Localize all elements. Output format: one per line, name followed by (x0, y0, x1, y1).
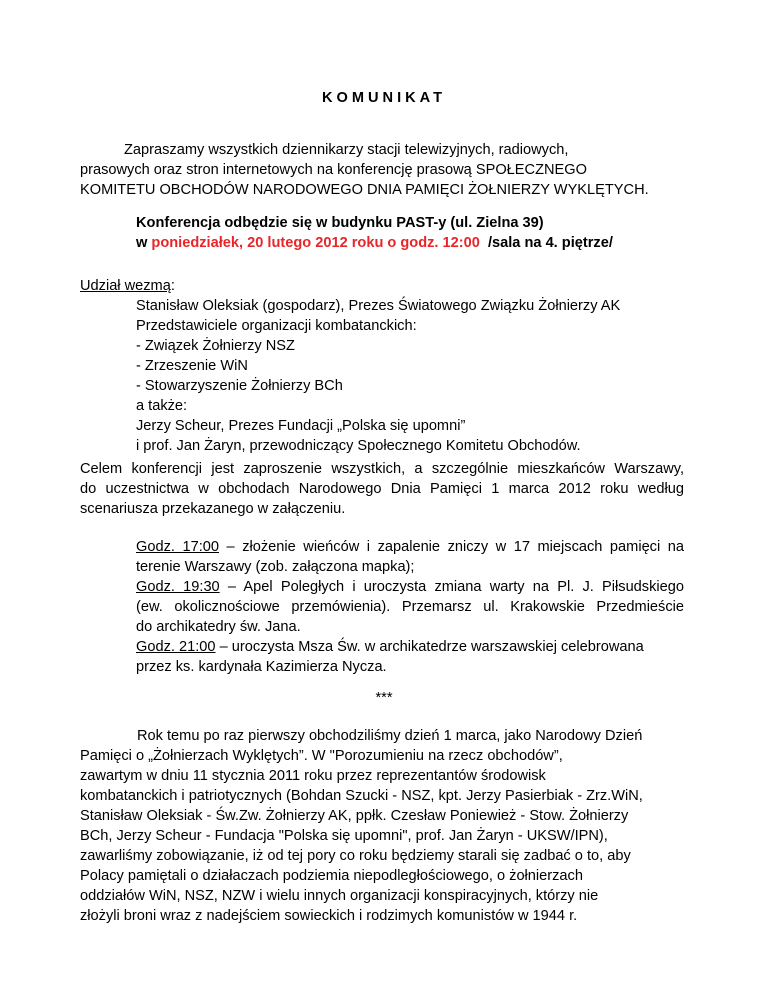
history-paragraph (80, 726, 690, 926)
schedule-text: do archikatedry św. Jana. (136, 619, 301, 635)
schedule-time: Godz. 19:30 (136, 579, 220, 595)
history-line: zawartym w dniu 11 stycznia 2011 roku przez reprezentantów środowisk (80, 768, 546, 784)
intro-paragraph (80, 140, 690, 200)
aim-line: scenariusza przekazanego w załączeniu. (80, 501, 346, 517)
section-separator: *** (375, 690, 393, 706)
history-line: Polacy pamiętali o działaczach podziemia niepodległościowego, o żołnierzach (80, 868, 583, 884)
schedule-text: przez ks. kardynała Kazimierza Nycza. (136, 659, 387, 675)
history-line: kombatanckich i patriotycznych (Bohdan Szucki - NSZ, kpt. Jerzy Pasierbiak - Zrz.WiN, (80, 788, 643, 804)
schedule-time: Godz. 17:00 (136, 539, 219, 555)
aim-line: do uczestnictwa w obchodach Narodowego Dnia Pamięci 1 marca 2012 roku według (80, 481, 684, 497)
conference-date-line (136, 233, 696, 253)
history-line: oddziałów WiN, NSZ, NZW i wielu innych organizacji konspiracyjnych, którzy nie (80, 888, 599, 904)
conference-details (136, 213, 696, 253)
aim-paragraph (80, 459, 684, 519)
schedule (136, 537, 684, 677)
participants-heading (80, 276, 686, 296)
schedule-item-2 (136, 577, 684, 597)
intro-line: KOMITETU OBCHODÓW NARODOWEGO DNIA PAMIĘCI ŻOŁNIERZY WYKLĘTYCH. (80, 182, 649, 198)
participant-item: - Związek Żołnierzy NSZ (136, 338, 295, 354)
participant-item: i prof. Jan Żaryn, przewodniczący Społecznego Komitetu Obchodów. (136, 438, 581, 454)
participant-item: - Zrzeszenie WiN (136, 358, 248, 374)
history-line: Stanisław Oleksiak - Św.Zw. Żołnierzy AK, ppłk. Czesław Poniewież - Stow. Żołnierzy (80, 808, 629, 824)
participant-item: a także: (136, 398, 188, 414)
participants-heading-label: Udział wezmą (80, 278, 171, 294)
schedule-item-3 (136, 637, 684, 657)
history-line: złożyli broni wraz z nadejściem sowieckich i rodzimych komunistów w 1944 r. (80, 908, 578, 924)
history-line: Rok temu po raz pierwszy obchodziliśmy dzień 1 marca, jako Narodowy Dzień (137, 728, 643, 744)
participants-heading-colon: : (170, 278, 175, 294)
aim-line: Celem konferencji jest zaproszenie wszystkich, a szczególnie mieszkańców Warszawy, (80, 461, 684, 477)
intro-line: prasowych oraz stron internetowych na konferencję prasową SPOŁECZNEGO (80, 162, 587, 178)
history-line: BCh, Jerzy Scheur - Fundacja "Polska się upomni", prof. Jan Żaryn - UKSW/IPN), (80, 828, 608, 844)
participant-item: - Stowarzyszenie Żołnierzy BCh (136, 378, 343, 394)
schedule-text: terenie Warszawy (zob. załączona mapka); (136, 559, 415, 575)
schedule-text: – złożenie wieńców i zapalenie zniczy w 17 miejscach pamięci na (219, 539, 684, 555)
history-line: zawarliśmy zobowiązanie, iż od tej pory co roku będziemy starali się zadbać o to, aby (80, 848, 631, 864)
document-title: KOMUNIKAT (321, 90, 447, 106)
schedule-item-1 (136, 537, 684, 557)
participant-item: Stanisław Oleksiak (gospodarz), Prezes Światowego Związku Żołnierzy AK (136, 298, 621, 314)
participants-list (136, 296, 696, 456)
participant-item: Jerzy Scheur, Prezes Fundacji „Polska się upomni” (136, 418, 466, 434)
schedule-text: (ew. okolicznościowe przemówienia). Przemarsz ul. Krakowskie Przedmieście (136, 599, 684, 615)
schedule-time: Godz. 21:00 (136, 639, 216, 655)
intro-line: Zapraszamy wszystkich dziennikarzy stacji telewizyjnych, radiowych, (124, 142, 569, 158)
conference-date-prefix: w (136, 235, 152, 251)
conference-date: poniedziałek, 20 lutego 2012 roku o godz. 12:00 (151, 235, 480, 251)
schedule-text: – uroczysta Msza Św. w archikatedrze warszawskiej celebrowana (215, 639, 644, 655)
history-line: Pamięci o „Żołnierzach Wyklętych”. W "Porozumieniu na rzecz obchodów”, (80, 748, 563, 764)
conference-room: /sala na 4. piętrze/ (479, 235, 613, 251)
schedule-text: – Apel Poległych i uroczysta zmiana warty na Pl. J. Piłsudskiego (219, 579, 684, 595)
conference-venue: Konferencja odbędzie się w budynku PAST-y (ul. Zielna 39) (136, 215, 544, 231)
participant-item: Przedstawiciele organizacji kombatanckich: (136, 318, 417, 334)
